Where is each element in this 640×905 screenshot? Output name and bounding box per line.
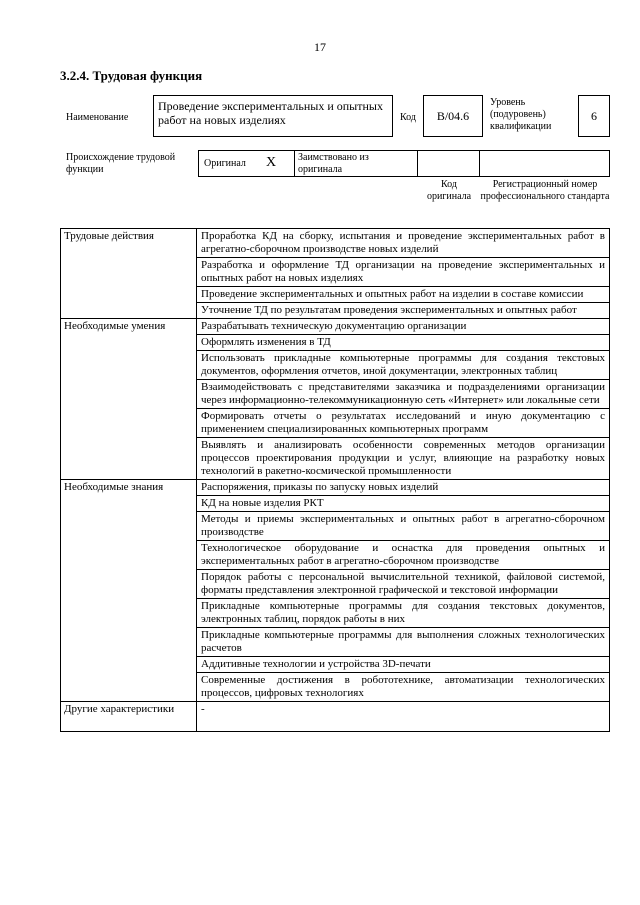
table-row [61, 702, 610, 732]
item-cell: Технологическое оборудование и оснастка для проведения опытных и экспериментальных работ в агрегатно-сборочном производстве [197, 541, 610, 570]
item-cell: Взаимодействовать с представителями заказчика и подразделениями организации через информационно-телекоммуникационную сеть «Интернет» или локальные сети [197, 380, 610, 409]
table-row [61, 319, 610, 335]
name-value: Проведение экспериментальных и опытных работ на новых изделиях [158, 99, 383, 127]
item-cell: Выявлять и анализировать особенности современных методов организации процессов проектирования продукции и услуг, влияющие на разработку новых технологий в ракетно-космической промышленности [197, 438, 610, 480]
original-mark: X [266, 155, 277, 170]
item-cell: Уточнение ТД по результатам проведения экспериментальных и опытных работ [197, 303, 610, 319]
code-label: Код [400, 112, 416, 123]
code-value: B/04.6 [436, 109, 470, 123]
origin-table [198, 150, 610, 177]
reg-number-caption: Регистрационный номер профессионального стандарта [480, 179, 610, 202]
item-cell: Проведение экспериментальных и опытных работ на изделии в составе комиссии [197, 287, 610, 303]
item-cell: - [197, 702, 610, 732]
item-cell: Оформлять изменения в ТД [197, 335, 610, 351]
item-cell: Разрабатывать техническую документацию организации [197, 319, 610, 335]
table-row [61, 480, 610, 496]
original-label: Оригинал [204, 158, 246, 169]
category-cell: Трудовые действия [61, 229, 197, 319]
item-cell: Современные достижения в робототехнике, автоматизации технологических процессов, цифровых технологиях [197, 673, 610, 702]
origin-label: Происхождение трудовой функции [66, 152, 176, 175]
item-cell: Распоряжения, приказы по запуску новых изделий [197, 480, 610, 496]
level-value: 6 [591, 109, 597, 123]
category-cell: Необходимые умения [61, 319, 197, 480]
borrowed-label: Заимствовано из оригинала [298, 152, 369, 175]
item-cell: Порядок работы с персональной вычислительной техникой, файловой системой, форматы представления электронной графической и текстовой информации [197, 570, 610, 599]
item-cell: Проработка КД на сборку, испытания и проведение экспериментальных работ в агрегатно-сборочном производстве новых изделий [197, 229, 610, 258]
item-cell: Использовать прикладные компьютерные программы для создания текстовых документов, оформления отчетов, иной документации, электронных таблиц [197, 351, 610, 380]
section-title: 3.2.4. Трудовая функция [60, 68, 203, 83]
code-value-box [423, 95, 483, 137]
level-label: Уровень (подуровень) квалификации [490, 97, 552, 132]
page-number: 17 [314, 40, 326, 54]
item-cell: Аддитивные технологии и устройства 3D-печати [197, 657, 610, 673]
item-cell: Разработка и оформление ТД организации на проведение экспериментальных и опытных работ на новых изделиях [197, 258, 610, 287]
item-cell: Формировать отчеты о результатах исследований и иную документацию с применением специализированных компьютерных программ [197, 409, 610, 438]
code-original-caption: Код оригинала [426, 179, 472, 202]
item-cell: Прикладные компьютерные программы для создания текстовых документов, электронных таблиц, порядок работы в них [197, 599, 610, 628]
item-cell: КД на новые изделия РКТ [197, 496, 610, 512]
table-row [61, 229, 610, 258]
name-value-box [153, 95, 393, 137]
category-cell: Другие характеристики [61, 702, 197, 732]
labor-function-table [60, 228, 610, 732]
level-value-box [578, 95, 610, 137]
item-cell: Методы и приемы экспериментальных и опытных работ в агрегатно-сборочном производстве [197, 512, 610, 541]
item-cell: Прикладные компьютерные программы для выполнения сложных технологических расчетов [197, 628, 610, 657]
category-cell: Необходимые знания [61, 480, 197, 702]
name-label: Наименование [66, 112, 129, 123]
